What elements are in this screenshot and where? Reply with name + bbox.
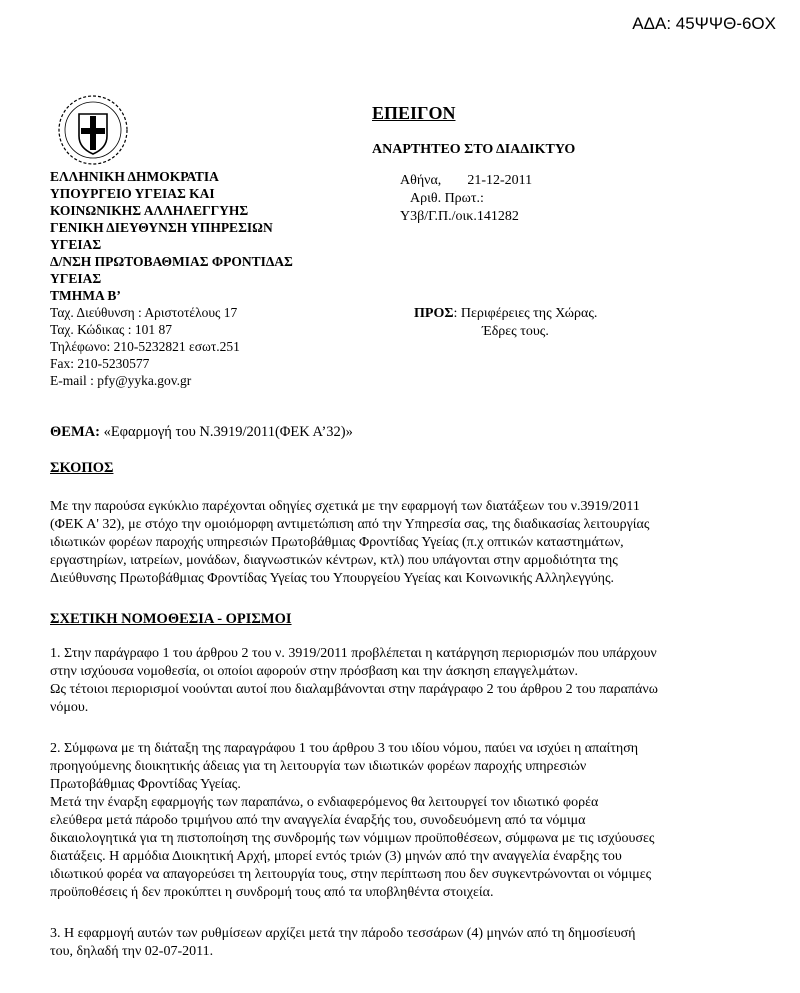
sender-postcode: Ταχ. Κώδικας : 101 87: [50, 322, 172, 337]
paragraph-line: προηγούμενης διοικητικής άδειας για τη λειτουργία των ιδιωτικών φορέων παροχής υπηρεσιών: [50, 759, 587, 774]
sender-fax: Fax: 210-5230577: [50, 356, 150, 371]
legislation-paragraph-2: [50, 740, 755, 902]
publish-online-label: ΑΝΑΡΤΗΤΕΟ ΣΤΟ ΔΙΑΔΙΚΤΥΟ: [372, 142, 576, 157]
paragraph-line: Με την παρούσα εγκύκλιο παρέχονται οδηγίες σχετικά με την εφαρμογή των διατάξεων του ν.3919/2011: [50, 499, 640, 514]
paragraph-line: προϋποθέσεις ή δεν προκύπτει η συνδρομή τους από τα υποβληθέντα στοιχεία.: [50, 885, 494, 900]
city: Αθήνα,: [400, 173, 442, 188]
recipient-line: : Περιφέρειες της Χώρας.: [453, 306, 598, 321]
date: 21-12-2011: [467, 173, 533, 188]
protocol-number: Υ3β/Γ.Π./οικ.141282: [400, 209, 519, 224]
recipient-line: Έδρες τους.: [482, 324, 549, 339]
sender-line: ΥΓΕΙΑΣ: [50, 237, 102, 252]
sender-email: E-mail : pfy@yyka.gov.gr: [50, 373, 192, 388]
sender-address: Ταχ. Διεύθυνση : Αριστοτέλους 17: [50, 305, 238, 320]
paragraph-line: Ως τέτοιοι περιορισμοί νοούνται αυτοί που διαλαμβάνονται στην παράγραφο 2 του άρθρου 2 του παραπάνω: [50, 682, 658, 697]
recipient-block: [414, 305, 597, 341]
sender-line: ΤΜΗΜΑ Β’: [50, 288, 121, 303]
greek-coat-of-arms-icon: [55, 92, 131, 168]
document-meta: [400, 172, 532, 226]
urgent-label: ΕΠΕΙΓΟΝ: [372, 103, 456, 123]
paragraph-line: στην ισχύουσα νομοθεσία, οι οποίοι αφορούν στην πρόσβαση και την άσκηση επαγγελμάτων.: [50, 664, 578, 679]
paragraph-line: Διεύθυνσης Πρωτοβάθμιας Φροντίδας Υγείας του Υπουργείου Υγείας και Κοινωνικής Αλληλεγγύης.: [50, 571, 615, 586]
paragraph-line: ελεύθερα μετά πάροδο τριμήνου από την αναγγελία έναρξής του, συνοδευόμενη από τα νόμιμα: [50, 813, 586, 828]
paragraph-line: 3. Η εφαρμογή αυτών των ρυθμίσεων αρχίζει μετά την πάροδο τεσσάρων (4) μηνών από τη δημοσίευσή: [50, 926, 636, 941]
sender-line: ΥΠΟΥΡΓΕΙΟ ΥΓΕΙΑΣ ΚΑΙ: [50, 186, 215, 201]
paragraph-line: διατάξεις. Η αρμόδια Διοικητική Αρχή, μπορεί εντός τριών (3) μηνών από την αναγγελία έναρξης του: [50, 849, 622, 864]
sender-line: ΓΕΝΙΚΗ ΔΙΕΥΘΥΝΣΗ ΥΠΗΡΕΣΙΩΝ: [50, 220, 273, 235]
sender-line: ΚΟΙΝΩΝΙΚΗΣ ΑΛΛΗΛΕΓΓΥΗΣ: [50, 203, 249, 218]
section-heading: ΣΚΟΠΟΣ: [50, 460, 114, 476]
ada-code: ΑΔΑ: 45ΨΨΘ-6ΟΧ: [632, 14, 776, 33]
section-heading: ΣΧΕΤΙΚΗ ΝΟΜΟΘΕΣΙΑ - ΟΡΙΣΜΟΙ: [50, 611, 292, 627]
subject-line: [50, 424, 353, 441]
sender-block: [50, 168, 293, 389]
subject-label: ΘΕΜΑ:: [50, 424, 100, 440]
paragraph-line: νόμου.: [50, 700, 89, 715]
paragraph-line: εργαστηρίων, ιατρείων, μονάδων, διαγνωστικών κέντρων, κτλ) που υπάγονται στην αρμοδιότητα της: [50, 553, 618, 568]
paragraph-line: 2. Σύμφωνα με τη διάταξη της παραγράφου 1 του άρθρου 3 του ιδίου νόμου, παύει να ισχύει η απαίτηση: [50, 741, 639, 756]
paragraph-line: (ΦΕΚ Α' 32), με στόχο την ομοιόμορφη αντιμετώπιση από την Υπηρεσία σας, της διαδικασίας λειτουργίας: [50, 517, 650, 532]
paragraph-line: Πρωτοβάθμιας Φροντίδας Υγείας.: [50, 777, 241, 792]
paragraph-line: 1. Στην παράγραφο 1 του άρθρου 2 του ν. 3919/2011 προβλέπεται η κατάργηση περιορισμών που υπάρχουν: [50, 646, 657, 661]
sender-line: ΕΛΛΗΝΙΚΗ ΔΗΜΟΚΡΑΤΙΑ: [50, 169, 219, 184]
legislation-paragraph-1: [50, 645, 755, 717]
legislation-paragraph-3: [50, 925, 755, 961]
recipient-label: ΠΡΟΣ: [414, 306, 454, 321]
paragraph-line: ιδιωτικού φορέα να απαγορεύσει τη λειτουργία τους, στην περίπτωση που δεν συγκεντρώνονται οι νόμιμες: [50, 867, 652, 882]
sender-line: ΥΓΕΙΑΣ: [50, 271, 102, 286]
sender-line: Δ/ΝΣΗ ΠΡΩΤΟΒΑΘΜΙΑΣ ΦΡΟΝΤΙΔΑΣ: [50, 254, 293, 269]
paragraph-line: Μετά την έναρξη εφαρμογής των παραπάνω, ο ενδιαφερόμενος θα λειτουργεί τον ιδιωτικό φορέα: [50, 795, 599, 810]
paragraph-line: ιδιωτικών φορέων παροχής υπηρεσιών Πρωτοβάθμιας Φροντίδας Υγείας (π.χ οπτικών καταστημάτων,: [50, 535, 624, 550]
paragraph-line: του, δηλαδή την 02-07-2011.: [50, 944, 214, 959]
protocol-label: Αριθ. Πρωτ.:: [410, 191, 484, 206]
paragraph-line: δικαιολογητικά για τη πιστοποίηση της συνδρομής των νόμιμων προϋποθέσεων, σύμφωνα με τις ισχύουσες: [50, 831, 655, 846]
sender-phone: Τηλέφωνο: 210-5232821 εσωτ.251: [50, 339, 240, 354]
subject-text: «Εφαρμογή του Ν.3919/2011(ΦΕΚ Α’32)»: [99, 424, 353, 440]
purpose-paragraph: [50, 498, 755, 588]
